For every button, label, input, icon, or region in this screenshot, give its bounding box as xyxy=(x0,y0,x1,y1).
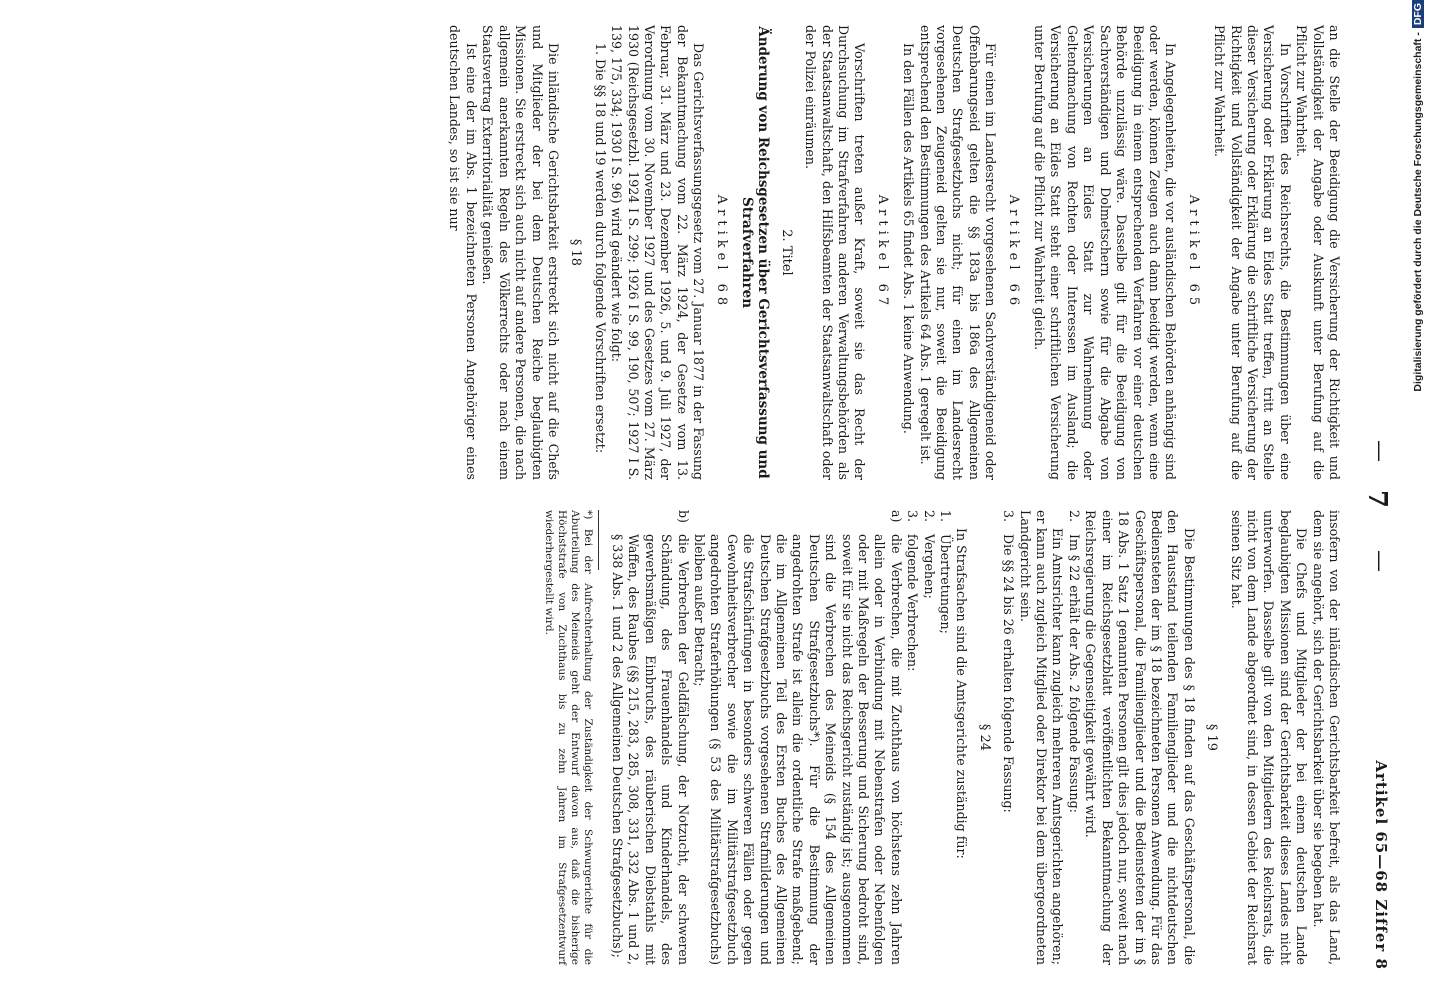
page-header xyxy=(1352,20,1392,980)
article-65-text: In Angelegenheiten, die vor ausländischen Behörden anhängig sind oder werden, können Zeugen auch dann beeidigt werden, wenn eine Beeidigung in einem entsprechenden Verfahren vor einer deutschen Behörde unzulässig wäre. Dasselbe gilt für die Beeidigung von Sachverständigen und Dolmetschern sowie für die Abgabe von Versicherungen an Eides Statt zur Wahrnehmung oder Geltendmachung von Rechten oder Interessen im Ausland; die Versicherung an Eides Statt steht einer schriftlichen Versicherung unter Berufung auf die Pflicht zur Wahrheit gleich. xyxy=(1032,25,1179,480)
jurisdiction-list xyxy=(609,510,954,965)
article-66-text: In den Fällen des Artikels 65 findet Abs. 1 keine Anwendung. xyxy=(901,43,917,434)
left-column xyxy=(446,25,1342,480)
running-head: Artikel 65—68 Ziffer 8 xyxy=(1372,760,1390,970)
section-19-heading: § 19 xyxy=(1204,723,1220,752)
right-column xyxy=(542,510,1342,965)
section-18-text: Ist eine der im Abs. 1 bezeichneten Personen Angehöriger eines deutschen Landes, so ist sie nur xyxy=(447,25,479,480)
paragraph: an die Stelle der Beeidigung die Versicherung der Richtigkeit und Vollständigkeit der Angabe oder Auskunft unter Berufung auf die Pflicht zur Wahrheit. xyxy=(1294,25,1342,480)
header-dash-left: — xyxy=(1367,440,1392,462)
article-65-heading: Artikel 65 xyxy=(1185,194,1201,311)
header-dash-right: — xyxy=(1367,550,1392,572)
sidebar-text: Digitalisierung gefördert durch die Deutsche Forschungsgemeinschaft -DFG xyxy=(1412,0,1430,980)
article-67-heading: Artikel 67 xyxy=(874,194,890,311)
list-subitem: b) die Verbrechen der Geldfälschung, der Notzucht, der schweren Schändung, des Frauenhandels und Kinderhandels, des gewerbsmäßigen Einbruchs, des räuberischen Diebstahls mit Waffen, des Raubes (§§ 215, 283, 285, 308, 331, 332 Abs. 1 und 2, § 338 Abs. 1 und 2 des Allgemeinen Deutschen Strafgesetzbuchs); xyxy=(609,510,691,965)
article-66-text: Für einen im Landesrecht vorgesehenen Sachverständigeneid oder Offenbarungseid gelten die §§ 183a bis 186a des Allgemeinen Deutschen Strafgesetzbuchs nicht; für einen im Landesrecht vorgesehenen Zeugeneid gelten sie nur, soweit die Beeidigung entsprechend den Bestimmungen des Artikels 64 Abs. 1 geregelt ist. xyxy=(917,25,999,480)
list-item: 1. Übertretungen; xyxy=(938,510,954,634)
list-item: 3. folgende Verbrechen: xyxy=(905,510,921,672)
titel-heading: 2. Titel xyxy=(778,229,794,276)
paragraph: insofern von der inländischen Gerichtsbarkeit befreit, als das Land, dem sie angehört, sich der Gerichtsbarkeit über sie begeben hat. xyxy=(1310,510,1342,965)
article-68-text: Das Gerichtsverfassungsgesetz vom 27. Januar 1877 in der Fassung der Bekanntmachung vom 22. März 1924, der Gesetze vom 13. Februar, 31. März und 23. Dezember 1926, 5. und 9. Juli 1927, der Verordnung vom 30. November 1927 und des Gesetzes vom 27. März 1930 (Reichsgesetzbl. 1924 I S. 299; 1926 I S. 99, 190, 507; 1927 I S. 139, 175, 334; 1930 I S. 96) wird geändert wie folgt: xyxy=(609,25,707,480)
titel-name: Änderung von Reichsgesetzen über Gerichtsverfassung und Strafverfahren xyxy=(739,26,772,479)
dfg-badge: DFG xyxy=(1412,0,1424,28)
paragraph: Die Chefs und Mitglieder der bei einem deutschen Lande beglaubigten Missionen sind der Gerichtsbarkeit dieses Landes nicht unterworfen. Dasselbe gilt von den Mitgliedern des Reichsrats, die nicht von dem Lande abgeordnet sind, in dessen Gebiet der Reichsrat seinen Sitz hat. xyxy=(1228,510,1310,965)
section-24-heading: § 24 xyxy=(976,723,992,752)
page-number: 7 xyxy=(1362,490,1392,509)
footnote-rule xyxy=(598,510,599,570)
article-68-heading: Artikel 68 xyxy=(713,194,729,311)
list-item: 3. Die §§ 24 bis 26 erhalten folgende Fassung: xyxy=(1001,510,1017,813)
article-67-text: Vorschriften treten außer Kraft, soweit sie das Recht der Durchsuchung im Strafverfahren anderen Verwaltungsbehörden als der Staatsanwaltschaft, den Hilfsbeamten der Staatsanwaltschaft oder der Polizei einräumen. xyxy=(803,25,868,480)
section-18-text: Die inländische Gerichtsbarkeit erstreckt sich nicht auf die Chefs und Mitglieder der bei dem Deutschen Reiche beglaubigten Missionen. Sie erstreckt sich auch nicht auf andere Personen, die nach allgemein anerkannten Regeln des Völkerrechts oder nach einem Staatsvertrag Exterritorialität genießen. xyxy=(480,25,561,480)
numbered-list xyxy=(1000,510,1016,965)
paragraph: In Strafsachen sind die Amtsgerichte zuständig für: xyxy=(954,528,970,859)
section-18-heading: § 18 xyxy=(568,238,584,267)
numbered-list xyxy=(1066,510,1082,965)
list-subitem: a) die Verbrechen, die mit Zuchthaus von höchstens zehn Jahren allein oder in Verbindung mit Nebenstrafen oder Nebenfolgen oder mit Maßregeln der Besserung und Sicherung bedroht sind, soweit für sie nicht das Reichsgericht zuständig ist; ausgenommen sind die Verbrechen des Meineids (§ 154 des Allgemeinen Deutschen Strafgesetzbuchs*). Für die Bestimmung der angedrohten Strafe ist allein die ordentliche Strafe maßgebend; die im Allgemeinen Teil des Ersten Buches des Allgemeinen Deutschen Strafgesetzbuchs vorgesehenen Strafmilderungen und die Strafschärfungen in besonders schweren Fällen oder gegen Gewohnheitsverbrecher sowie die im Militärstrafgesetzbuch angedrohten Straferhöhungen (§ 53 des Militärstrafgesetzbuchs) bleiben außer Betracht; xyxy=(691,510,904,965)
list-item: 1. Die §§ 18 und 19 werden durch folgende Vorschriften ersetzt: xyxy=(592,43,608,454)
list-item: 2. Vergehen; xyxy=(921,510,937,599)
paragraph: Ein Amtsrichter kann zugleich mehreren Amtsgerichten angehören; er kann auch zugleich Mitglied oder Direktor bei dem übergeordneten Landgericht sein. xyxy=(1017,510,1066,965)
footnote: *) Bei der Aufrechterhaltung der Zuständigkeit der Schwurgerichte für die Aburteilung des Meineids geht der Entwurf davon aus, daß die bisherige Höchststrafe von Zuchthaus bis zu zehn Jahren im Strafgesetzentwurf wiederhergestellt wird. xyxy=(542,510,594,965)
paragraph: In Vorschriften des Reichsrechts, die Bestimmungen über eine Versicherung oder Erklärung an Eides Statt treffen, tritt an Stelle dieser Versicherung oder Erklärung die schriftliche Versicherung der Richtigkeit und Vollständigkeit der Angabe unter Berufung auf die Pflicht zur Wahrheit. xyxy=(1212,25,1293,480)
section-19-text: Die Bestimmungen des § 18 finden auf das Geschäftspersonal, die den Hausstand teilenden Familienglieder und die nichtdeutschen Bediensteten der im § 18 bezeichneten Personen Anwendung. Für das Geschäftspersonal, die Familienglieder und die Bediensteten der im § 18 Abs. 1 Satz 1 genannten Personen gilt dies jedoch nur, soweit nach einer im Reichsgesetzblatt veröffentlichten Bekanntmachung der Reichsregierung die Gegenseitigkeit gewährt wird. xyxy=(1083,510,1197,965)
list-item: 2. Im § 22 erhält der Abs. 2 folgende Fassung: xyxy=(1066,510,1082,813)
article-66-heading: Artikel 66 xyxy=(1005,194,1021,311)
digitization-sidebar xyxy=(1408,0,1434,1000)
